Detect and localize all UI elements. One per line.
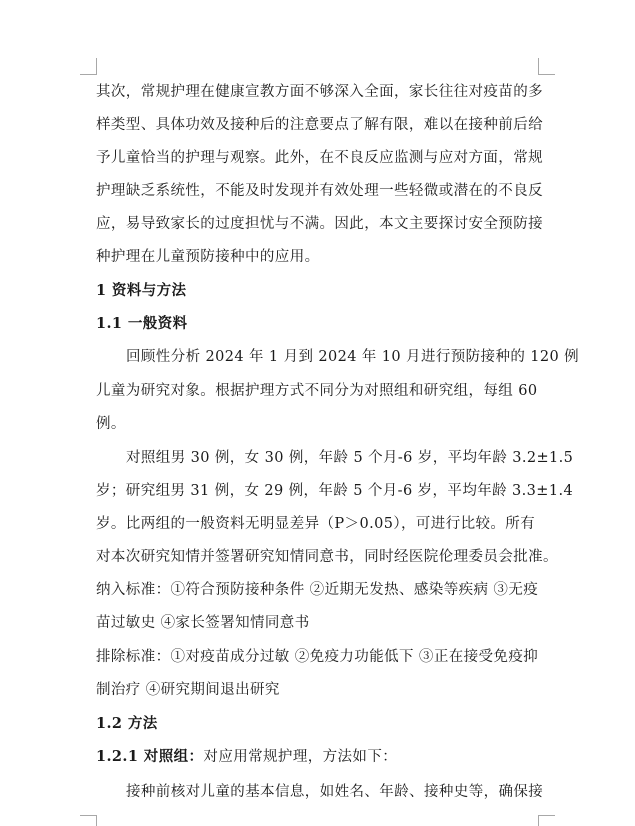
inclusion-criteria: 纳入标准：①符合预防接种条件 ②近期无发热、感染等疾病 ③无疫 [96, 582, 539, 598]
text-line: 对照组男 30 例，女 30 例，年龄 5 个月-6 岁，平均年龄 3.2±1.5 [126, 450, 574, 466]
control-group-label: 1.2.1 对照组： [96, 748, 204, 765]
inclusion-criteria: 苗过敏史 ④家长签署知情同意书 [96, 615, 310, 631]
text-line: 予儿童恰当的护理与观察。此外，在不良反应监测与应对方面，常规 [96, 150, 543, 166]
exclusion-criteria: 排除标准：①对疫苗成分过敏 ②免疫力功能低下 ③正在接受免疫抑 [96, 649, 539, 665]
text-line: 接种前核对儿童的基本信息，如姓名、年龄、接种史等，确保接 [126, 784, 544, 800]
crop-mark-top-left [80, 58, 97, 75]
text-line: 回顾性分析 2024 年 1 月到 2024 年 10 月进行预防接种的 120 例 [126, 349, 580, 365]
crop-mark-bottom-left [80, 815, 97, 826]
text-line: 应，易导致家长的过度担忧与不满。因此，本文主要探讨安全预防接 [96, 216, 543, 232]
subsection-heading: 1.2 方法 [96, 715, 158, 732]
crop-mark-top-right [538, 58, 555, 75]
text-line: 种护理在儿童预防接种中的应用。 [96, 249, 320, 265]
exclusion-criteria: 制治疗 ④研究期间退出研究 [96, 682, 280, 698]
text-line: 岁；研究组男 31 例，女 29 例，年龄 5 个月-6 岁，平均年龄 3.3±1.4 [96, 483, 574, 499]
text-line: 例。 [96, 416, 126, 432]
subsection-heading: 1.1 一般资料 [96, 315, 188, 332]
text-line: 儿童为研究对象。根据护理方式不同分为对照组和研究组，每组 60 [96, 383, 538, 399]
text-line: 护理缺乏系统性，不能及时发现并有效处理一些轻微或潜在的不良反 [96, 183, 543, 199]
text-line: 样类型、具体功效及接种后的注意要点了解有限，难以在接种前后给 [96, 117, 543, 133]
section-heading: 1 资料与方法 [96, 282, 187, 299]
crop-mark-bottom-right [538, 815, 555, 826]
control-group-line [96, 747, 397, 767]
text-line: 岁。比两组的一般资料无明显差异（P＞0.05），可进行比较。所有 [96, 516, 536, 532]
control-group-text: 对应用常规护理，方法如下： [203, 749, 398, 765]
text-line: 对本次研究知情并签署研究知情同意书，同时经医院伦理委员会批准。 [96, 549, 558, 565]
text-line: 其次，常规护理在健康宣教方面不够深入全面，家长往往对疫苗的多 [96, 84, 543, 100]
